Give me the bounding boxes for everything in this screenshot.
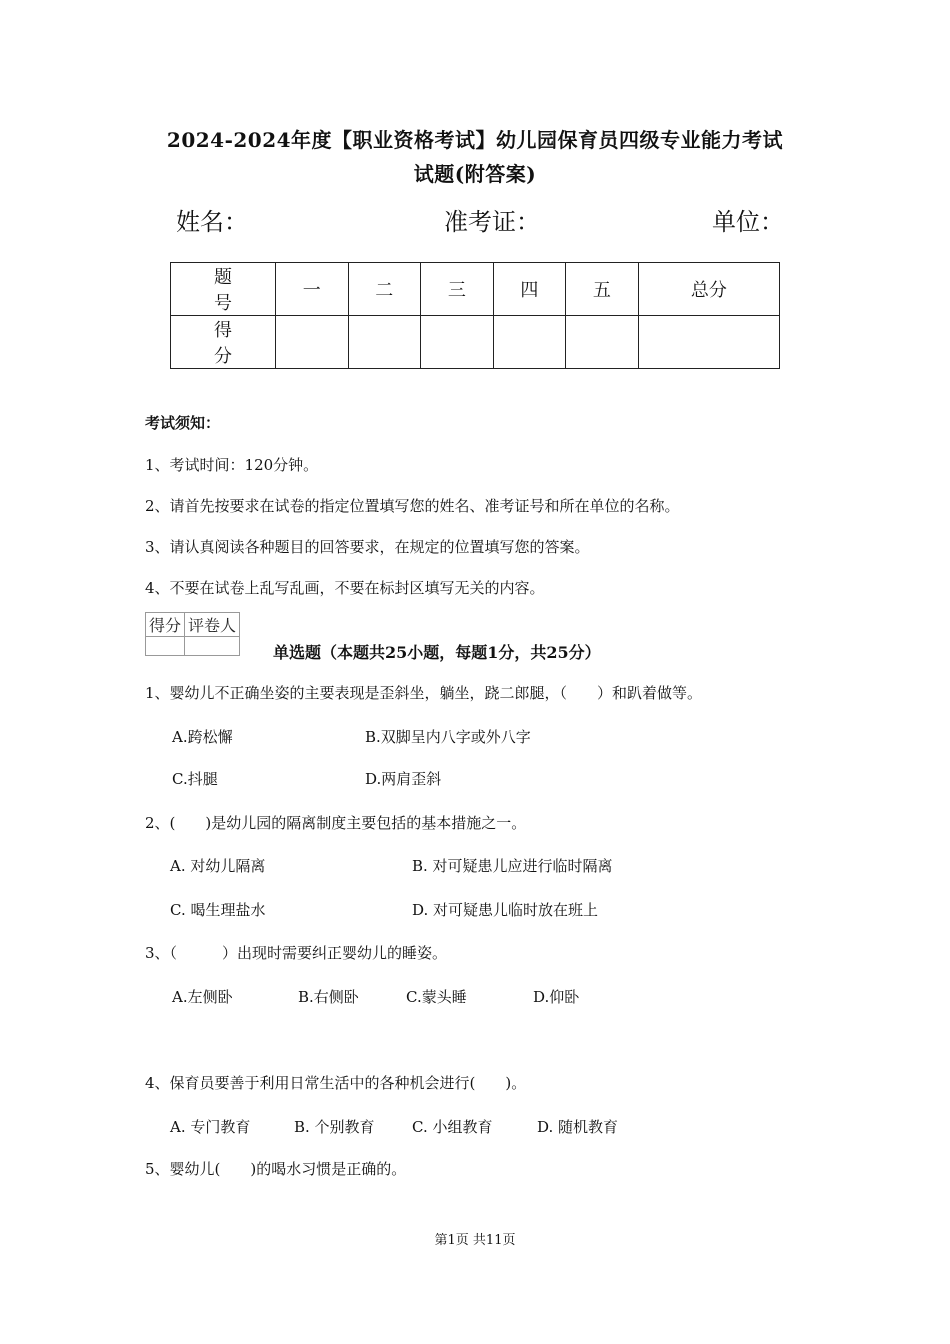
option-d: D. 随机教育: [537, 1118, 619, 1136]
score-header-cell: 题 号: [171, 263, 276, 316]
score-cell: [348, 316, 421, 369]
question-stem: 4、保育员要善于利用日常生活中的各种机会进行( )。: [145, 1074, 527, 1092]
option-d: D. 对可疑患儿临时放在班上: [412, 901, 599, 919]
score-header-cell: 五: [566, 263, 639, 316]
option-c: C. 小组教育: [412, 1118, 493, 1136]
page-footer: 第1页 共11页: [434, 1233, 516, 1248]
name-label: 姓名：: [176, 208, 248, 236]
notice-item: 3、请认真阅读各种题目的回答要求，在规定的位置填写您的答案。: [145, 538, 590, 556]
exam-title-line2: 试题(附答案): [413, 162, 537, 186]
question-stem: 3、（ ）出现时需要纠正婴幼儿的睡姿。: [145, 944, 448, 962]
score-cell: [276, 316, 349, 369]
grader-score-cell: [146, 637, 185, 656]
score-header-cell: 三: [421, 263, 494, 316]
score-cell: [421, 316, 494, 369]
option-c: C.抖腿: [172, 770, 218, 788]
score-table-score-row: [171, 316, 780, 369]
question-stem: 2、( )是幼儿园的隔离制度主要包括的基本措施之一。: [145, 814, 527, 832]
option-a: A. 专门教育: [170, 1118, 251, 1136]
section-title: 单选题（本题共25小题，每题1分，共25分）: [273, 643, 601, 662]
notice-item: 2、请首先按要求在试卷的指定位置填写您的姓名、准考证号和所在单位的名称。: [145, 497, 680, 515]
question-stem: 5、婴幼儿( )的喝水习惯是正确的。: [145, 1160, 407, 1178]
option-d: D.仰卧: [533, 988, 580, 1006]
score-cell: [638, 316, 779, 369]
notice-item: 1、考试时间：120分钟。: [145, 456, 319, 474]
score-table: [170, 262, 780, 369]
option-a: A. 对幼儿隔离: [170, 857, 266, 875]
notice-item: 4、不要在试卷上乱写乱画，不要在标封区填写无关的内容。: [145, 579, 545, 597]
notice-title: 考试须知：: [145, 414, 221, 432]
grader-reviewer-label: 评卷人: [185, 613, 240, 637]
option-b: B. 个别教育: [294, 1118, 375, 1136]
question-stem: 1、婴幼儿不正确坐姿的主要表现是歪斜坐，躺坐，跷二郎腿，（ ）和趴着做等。: [145, 684, 703, 702]
score-header-cell: 四: [493, 263, 566, 316]
option-b: B.右侧卧: [298, 988, 359, 1006]
score-cell: [493, 316, 566, 369]
score-table-header-row: [171, 263, 780, 316]
score-header-cell: 二: [348, 263, 421, 316]
score-header-cell: 一: [276, 263, 349, 316]
option-c: C. 喝生理盐水: [170, 901, 266, 919]
grader-score-label: 得分: [146, 613, 185, 637]
option-a: A.跨松懈: [172, 728, 233, 746]
score-cell: [566, 316, 639, 369]
option-b: B. 对可疑患儿应进行临时隔离: [412, 857, 613, 875]
option-d: D.两肩歪斜: [365, 770, 442, 788]
grader-box: [145, 612, 240, 656]
grader-reviewer-cell: [185, 637, 240, 656]
option-b: B.双脚呈内八字或外八字: [365, 728, 531, 746]
exam-title-line1: 2024-2024年度【职业资格考试】幼儿园保育员四级专业能力考试: [166, 128, 784, 152]
ticket-label: 准考证：: [444, 208, 540, 236]
score-header-cell: 总分: [638, 263, 779, 316]
unit-label: 单位：: [712, 208, 784, 236]
option-a: A.左侧卧: [172, 988, 233, 1006]
option-c: C.蒙头睡: [406, 988, 467, 1006]
score-row-label: 得 分: [171, 316, 276, 369]
